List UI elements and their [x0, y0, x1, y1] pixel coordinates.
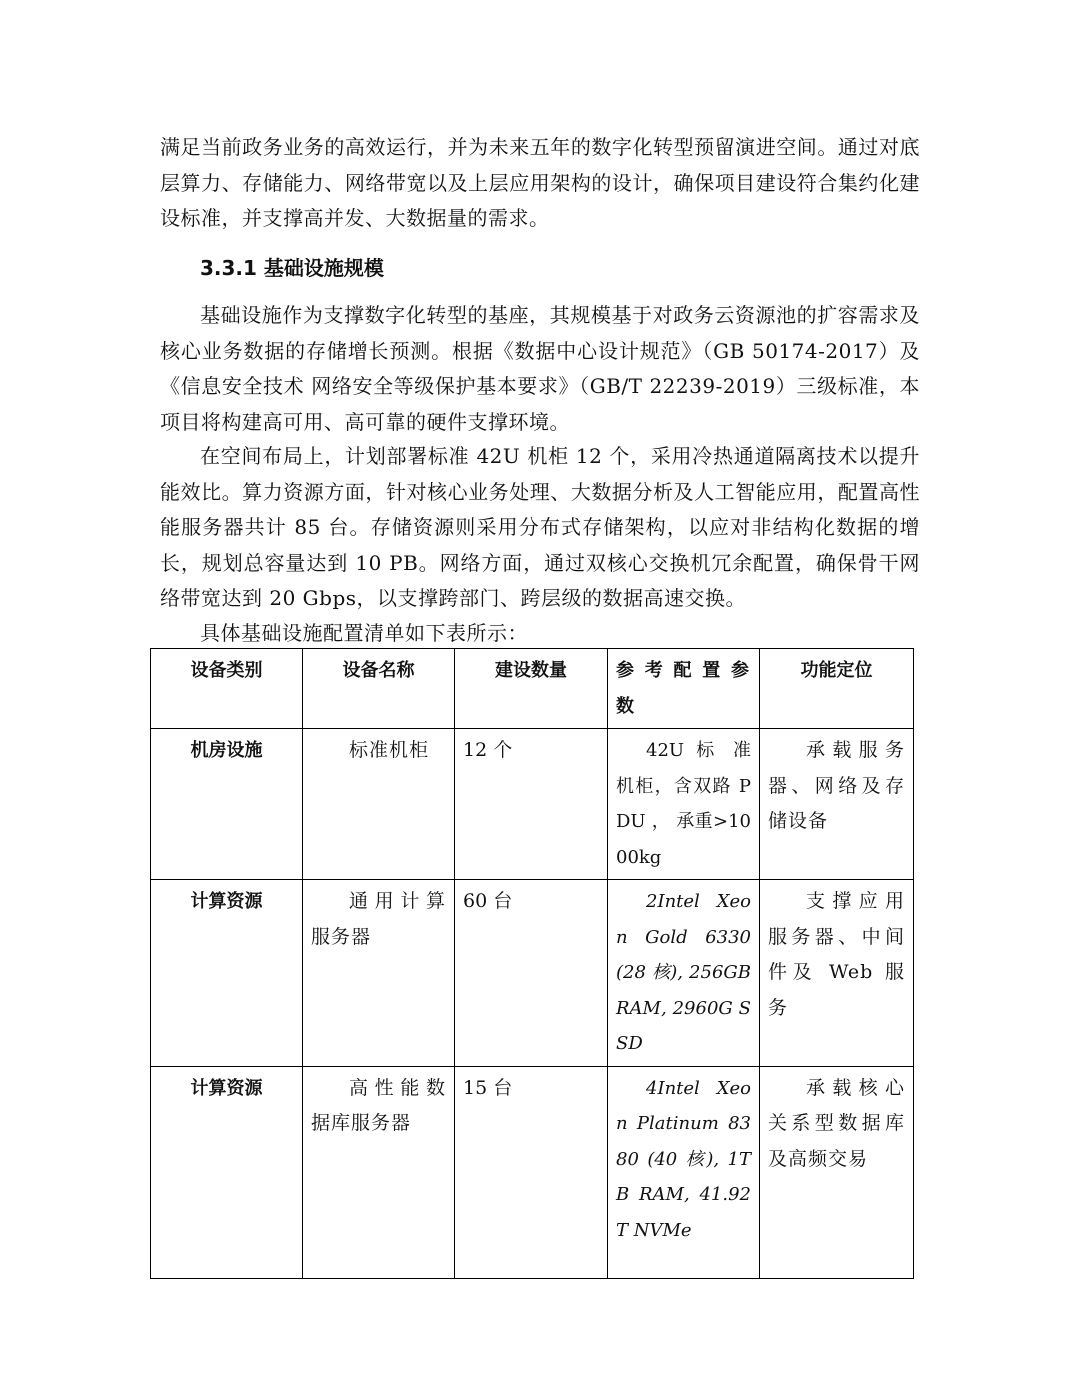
cell-params: 2Intel Xeon Gold 6330 (28 核), 256GB RAM, 2960G SSD	[608, 880, 760, 1067]
cell-name: 标准机柜	[303, 729, 455, 880]
intro-paragraph: 满足当前政务业务的高效运行，并为未来五年的数字化转型预留演进空间。通过对底层算力、存储能力、网络带宽以及上层应用架构的设计，确保项目建设符合集约化建设标准，并支撑高并发、大数据量的需求。	[160, 135, 920, 230]
cell-category: 计算资源	[151, 880, 303, 1067]
basis-paragraph: 基础设施作为支撑数字化转型的基座，其规模基于对政务云资源池的扩容需求及核心业务数据的存储增长预测。根据《数据中心设计规范》（GB 50174-2017）及《信息安全技术 网络安全等级保护基本要求》（GB/T 22239-2019）三级标准，本项目将构建高可用、高可靠的硬件支撑环境。	[160, 303, 920, 434]
cell-quantity: 60 台	[455, 880, 608, 1067]
header-category: 设备类别	[151, 649, 303, 729]
cell-params: 4Intel Xeon Platinum 8380 (40 核), 1TB RAM, 41.92T NVMe	[608, 1066, 760, 1278]
cell-category: 计算资源	[151, 1066, 303, 1278]
cell-function: 承载服务器、网络及存储设备	[760, 729, 914, 880]
cell-name: 通用计算服务器	[303, 880, 455, 1067]
table-intro-paragraph: 具体基础设施配置清单如下表所示：	[200, 621, 528, 645]
table-row	[151, 880, 914, 1067]
header-quantity: 建设数量	[455, 649, 608, 729]
cell-function: 支撑应用服务器、中间件及 Web 服务	[760, 880, 914, 1067]
table-header-row	[151, 649, 914, 729]
cell-name: 高性能数据库服务器	[303, 1066, 455, 1278]
table-row	[151, 729, 914, 880]
table-row	[151, 1066, 914, 1278]
header-params: 参 考 配 置 参数	[608, 649, 760, 729]
section-heading: 3.3.1 基础设施规模	[200, 256, 384, 280]
infrastructure-config-table	[150, 648, 914, 1279]
header-function: 功能定位	[760, 649, 914, 729]
cell-category: 机房设施	[151, 729, 303, 880]
cell-function: 承载核心关系型数据库及高频交易	[760, 1066, 914, 1278]
cell-quantity: 12 个	[455, 729, 608, 880]
cell-params: 42U 标 准 机柜，含双路 PDU ， 承重>1000kg	[608, 729, 760, 880]
cell-quantity: 15 台	[455, 1066, 608, 1278]
header-name: 设备名称	[303, 649, 455, 729]
layout-paragraph: 在空间布局上，计划部署标准 42U 机柜 12 个，采用冷热通道隔离技术以提升能效比。算力资源方面，针对核心业务处理、大数据分析及人工智能应用，配置高性能服务器共计 85 台。存储资源则采用分布式存储架构，以应对非结构化数据的增长，规划总容量达到 10 PB。网络方面，通过双核心交换机冗余配置，确保骨干网络带宽达到 20 Gbps，以支撑跨部门、跨层级的数据高速交换。	[160, 444, 920, 610]
